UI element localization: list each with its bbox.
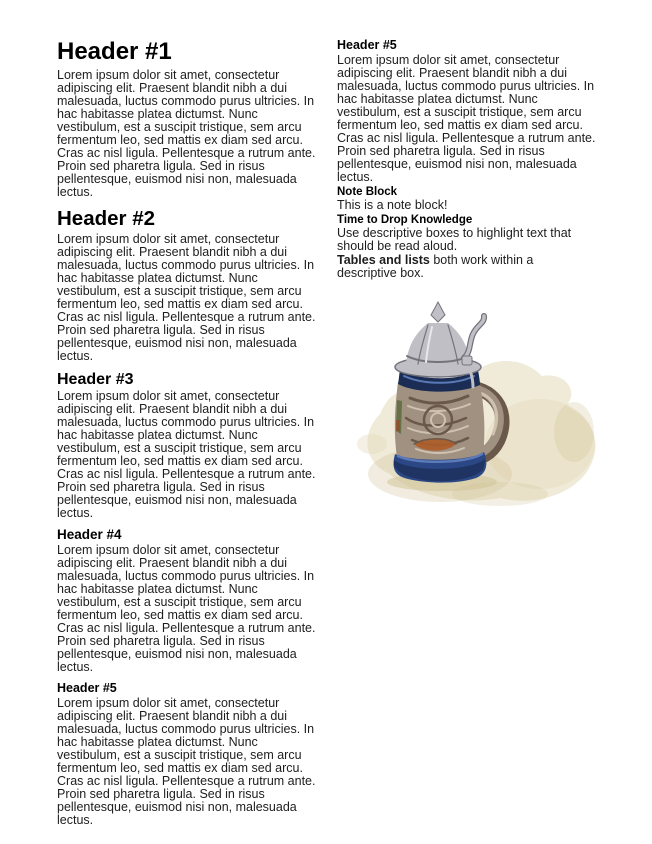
- knowledge-block-text: Use descriptive boxes to highlight text that should be read aloud.: [337, 226, 572, 253]
- note-block-heading: Note Block: [337, 186, 398, 198]
- section-paragraph: Lorem ipsum dolor sit amet, consectetur adipiscing elit. Praesent blandit nibh a dui malesuada, luctus commodo purus ultricies. In hac habitasse platea dictumst. Nunc vestibulum, est a suscipit tristique, sem arcu fermentum leo, sed mattis ex diam sed arcu. Cras ac nisl ligula. Pellentesque a rutrum ante. Proin sed pharetra ligula. Sed in risus pellentesque, euismod nisi non, malesuada lectus.: [57, 389, 316, 520]
- tables-line: [337, 254, 596, 280]
- section-paragraph: Lorem ipsum dolor sit amet, consectetur adipiscing elit. Praesent blandit nibh a dui malesuada, luctus commodo purus ultricies. In hac habitasse platea dictumst. Nunc vestibulum, est a suscipit tristique, sem arcu fermentum leo, sed mattis ex diam sed arcu. Cras ac nisl ligula. Pellentesque a rutrum ante. Proin sed pharetra ligula. Sed in risus pellentesque, euismod nisi non, malesuada lectus.: [57, 696, 316, 827]
- lid-finial: [431, 302, 445, 322]
- beer-stein-illustration: [350, 294, 602, 510]
- knowledge-block-heading: Time to Drop Knowledge: [337, 214, 473, 226]
- section-header-5-left: [57, 681, 316, 827]
- section-heading-5: Header #5: [337, 38, 397, 52]
- section-paragraph: Lorem ipsum dolor sit amet, consectetur adipiscing elit. Praesent blandit nibh a dui malesuada, luctus commodo purus ultricies. In hac habitasse platea dictumst. Nunc vestibulum, est a suscipit tristique, sem arcu fermentum leo, sed mattis ex diam sed arcu. Cras ac nisl ligula. Pellentesque a rutrum ante. Proin sed pharetra ligula. Sed in risus pellentesque, euismod nisi non, malesuada lectus.: [57, 68, 316, 199]
- section-header-3: [57, 371, 316, 520]
- right-column: [337, 38, 596, 281]
- knowledge-block: [337, 213, 596, 280]
- note-block-text: This is a note block!: [337, 198, 448, 212]
- tables-line-rest: both work within a descriptive box.: [337, 253, 534, 280]
- section-heading-5: Header #5: [57, 681, 117, 695]
- section-header-5-right: [337, 38, 596, 184]
- section-paragraph: Lorem ipsum dolor sit amet, consectetur adipiscing elit. Praesent blandit nibh a dui malesuada, luctus commodo purus ultricies. In hac habitasse platea dictumst. Nunc vestibulum, est a suscipit tristique, sem arcu fermentum leo, sed mattis ex diam sed arcu. Cras ac nisl ligula. Pellentesque a rutrum ante. Proin sed pharetra ligula. Sed in risus pellentesque, euismod nisi non, malesuada lectus.: [57, 232, 316, 363]
- section-heading-2: Header #2: [57, 207, 156, 230]
- section-heading-4: Header #4: [57, 527, 122, 542]
- section-paragraph: Lorem ipsum dolor sit amet, consectetur adipiscing elit. Praesent blandit nibh a dui malesuada, luctus commodo purus ultricies. In hac habitasse platea dictumst. Nunc vestibulum, est a suscipit tristique, sem arcu fermentum leo, sed mattis ex diam sed arcu. Cras ac nisl ligula. Pellentesque a rutrum ante. Proin sed pharetra ligula. Sed in risus pellentesque, euismod nisi non, malesuada lectus.: [57, 543, 316, 674]
- section-header-4: [57, 527, 316, 674]
- note-block: [337, 185, 596, 212]
- stein-body: [395, 382, 485, 464]
- section-heading-1: Header #1: [57, 38, 172, 65]
- beer-stein-svg: [350, 294, 602, 510]
- left-column: [57, 38, 316, 828]
- tables-line-bold: Tables and lists: [337, 253, 430, 267]
- section-header-2: [57, 207, 316, 363]
- section-paragraph: Lorem ipsum dolor sit amet, consectetur adipiscing elit. Praesent blandit nibh a dui malesuada, luctus commodo purus ultricies. In hac habitasse platea dictumst. Nunc vestibulum, est a suscipit tristique, sem arcu fermentum leo, sed mattis ex diam sed arcu. Cras ac nisl ligula. Pellentesque a rutrum ante. Proin sed pharetra ligula. Sed in risus pellentesque, euismod nisi non, malesuada lectus.: [337, 53, 596, 184]
- red-accent: [396, 420, 400, 431]
- section-heading-3: Header #3: [57, 371, 134, 388]
- section-header-1: [57, 38, 316, 199]
